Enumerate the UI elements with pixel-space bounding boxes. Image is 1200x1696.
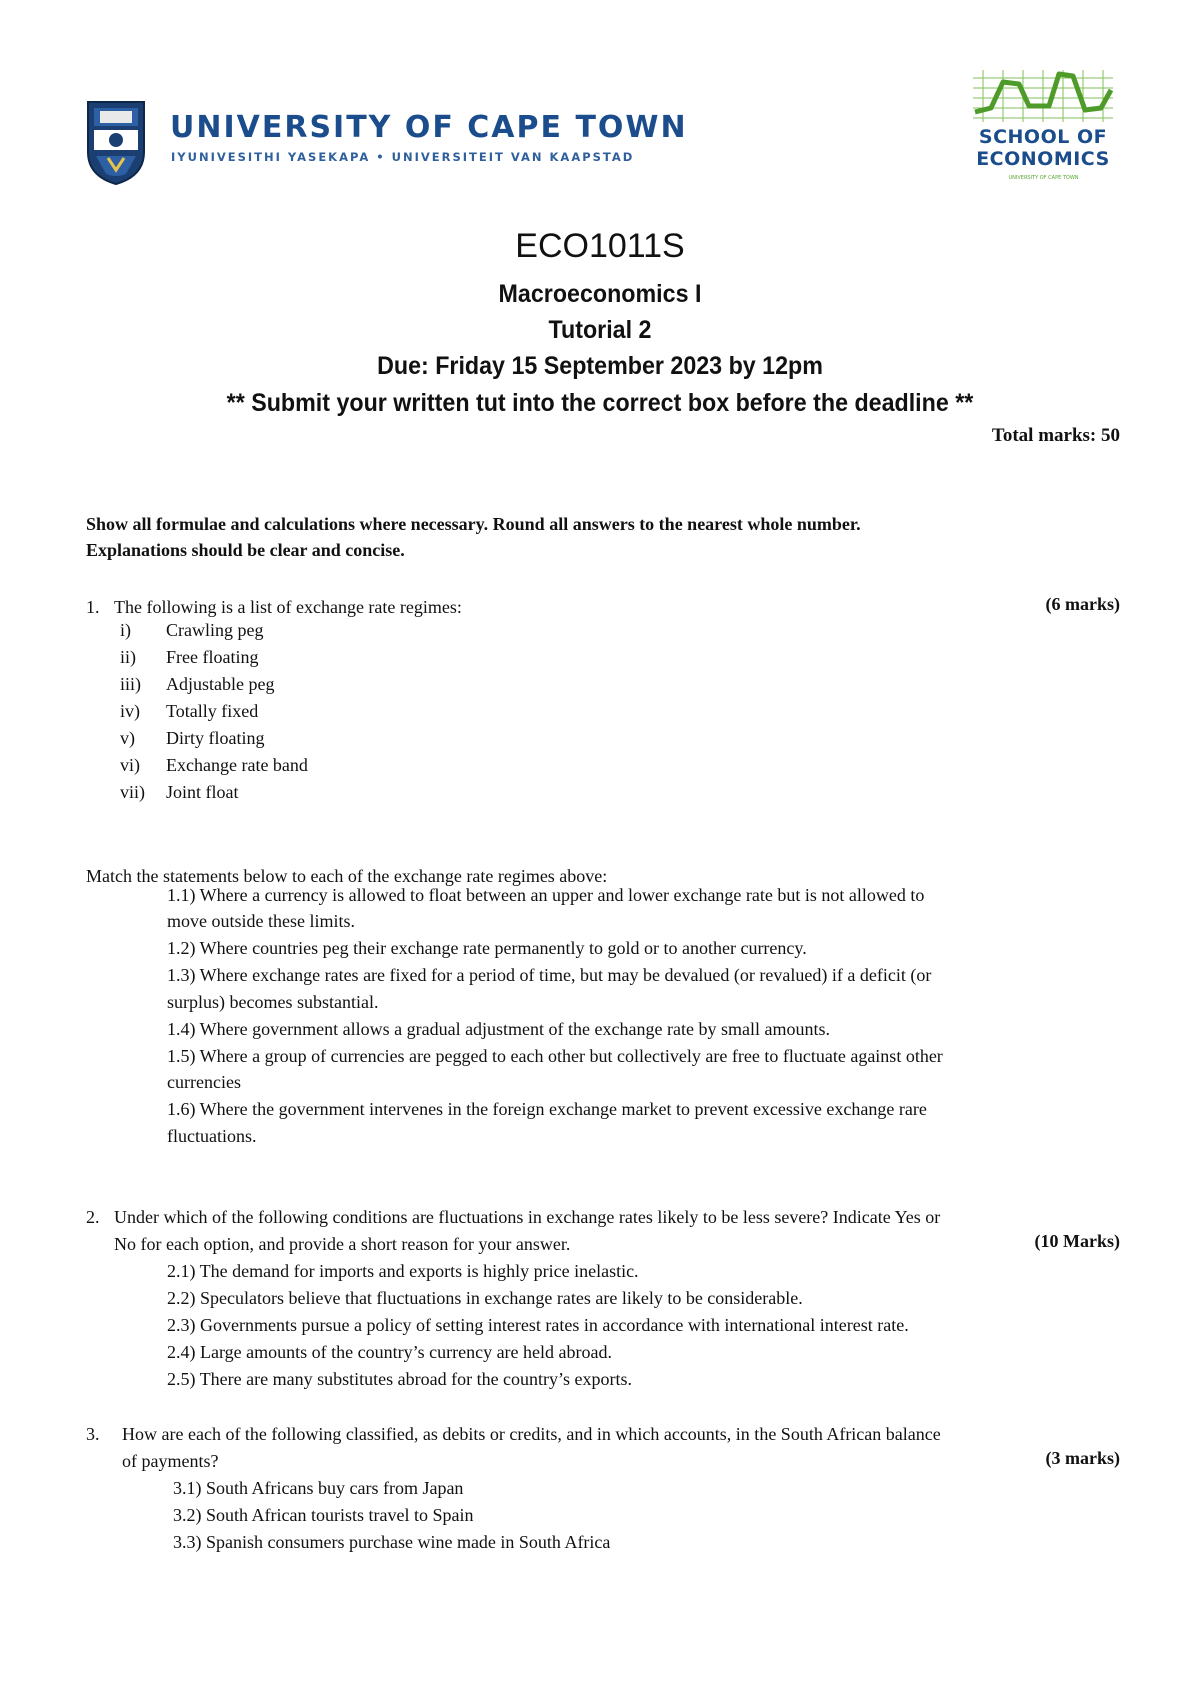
- economics-graph-icon: [973, 70, 1113, 122]
- q1-statement: 1.3) Where exchange rates are fixed for a period of time, but may be devalued (or revalued) if a deficit (or: [167, 965, 932, 985]
- q2-marks: (10 Marks): [1034, 1231, 1120, 1251]
- q2-item: 2.2) Speculators believe that fluctuations in exchange rates are likely to be considerable.: [167, 1288, 803, 1308]
- q1-statement-cont: move outside these limits.: [167, 911, 355, 931]
- q3-item: 3.2) South African tourists travel to Spain: [173, 1505, 474, 1525]
- q2-item: 2.5) There are many substitutes abroad for the country’s exports.: [167, 1369, 633, 1389]
- q1-statement: 1.2) Where countries peg their exchange rate permanently to gold or to another currency.: [167, 938, 807, 958]
- q1-statement: 1.1) Where a currency is allowed to float between an upper and lower exchange rate but is not allowed to: [167, 885, 925, 905]
- q3-item: 3.3) Spanish consumers purchase wine made in South Africa: [173, 1532, 611, 1552]
- q1-statement: 1.5) Where a group of currencies are pegged to each other but collectively are free to fluctuate against other: [167, 1046, 943, 1066]
- q2-number: 2.: [86, 1207, 100, 1227]
- q1-statement-cont: currencies: [167, 1072, 241, 1092]
- total-marks: Total marks: 50: [991, 425, 1120, 446]
- q3-number: 3.: [86, 1424, 100, 1444]
- q2-item: 2.4) Large amounts of the country’s currency are held abroad.: [167, 1342, 612, 1362]
- course-code: ECO1011S: [515, 227, 685, 265]
- q3-marks: (3 marks): [1045, 1448, 1120, 1468]
- course-name: Macroeconomics I: [498, 280, 702, 308]
- uct-logo: [86, 100, 688, 186]
- instructions-line2: Explanations should be clear and concise.: [86, 540, 405, 560]
- due-date: Due: Friday 15 September 2023 by 12pm: [377, 352, 823, 380]
- uct-crest-icon: [86, 100, 146, 186]
- uct-subtitle: IYUNIVESITHI YASEKAPA • UNIVERSITEIT VAN KAAPSTAD: [171, 150, 635, 164]
- q2-text-line2: No for each option, and provide a short reason for your answer.: [114, 1234, 571, 1254]
- q3-item: 3.1) South Africans buy cars from Japan: [173, 1478, 464, 1498]
- school-of-economics-logo: [968, 70, 1118, 190]
- q1-number: 1.: [86, 597, 100, 617]
- submit-notice: ** Submit your written tut into the correct box before the deadline **: [226, 389, 974, 417]
- q1-statement-cont: surplus) becomes substantial.: [167, 992, 379, 1012]
- q2-text-line1: Under which of the following conditions are fluctuations in exchange rates likely to be less severe? Indicate Yes or: [114, 1207, 941, 1227]
- q1-match-intro: Match the statements below to each of the exchange rate regimes above:: [86, 866, 608, 886]
- q1-text: The following is a list of exchange rate regimes:: [114, 597, 462, 617]
- tutorial-number: Tutorial 2: [548, 316, 652, 344]
- q1-statement-cont: fluctuations.: [167, 1126, 257, 1146]
- soe-line2: ECONOMICS: [976, 148, 1110, 170]
- q1-statement: 1.4) Where government allows a gradual adjustment of the exchange rate by small amounts.: [167, 1019, 830, 1039]
- q2-item: 2.3) Governments pursue a policy of setting interest rates in accordance with international interest rate.: [167, 1315, 909, 1335]
- instructions-line1: Show all formulae and calculations where necessary. Round all answers to the nearest whole number.: [86, 514, 861, 534]
- regime-list: i) Crawling peg ii) Free floating iii) Adjustable peg iv) Totally fixed v) Dirty floating vi) Exchange rate band vii) Joint float: [120, 620, 308, 802]
- q3-text-line1: How are each of the following classified, as debits or credits, and in which accounts, in the South African balance: [122, 1424, 941, 1444]
- q2-item: 2.1) The demand for imports and exports is highly price inelastic.: [167, 1261, 639, 1281]
- soe-line1: SCHOOL OF: [978, 126, 1108, 148]
- q3-text-line2: of payments?: [122, 1451, 219, 1471]
- q1-marks: (6 marks): [1045, 594, 1120, 614]
- q1-statement: 1.6) Where the government intervenes in the foreign exchange market to prevent excessive exchange rare: [167, 1099, 927, 1119]
- uct-title: UNIVERSITY OF CAPE TOWN: [170, 110, 688, 145]
- soe-tagline: UNIVERSITY OF CAPE TOWN: [1008, 175, 1079, 181]
